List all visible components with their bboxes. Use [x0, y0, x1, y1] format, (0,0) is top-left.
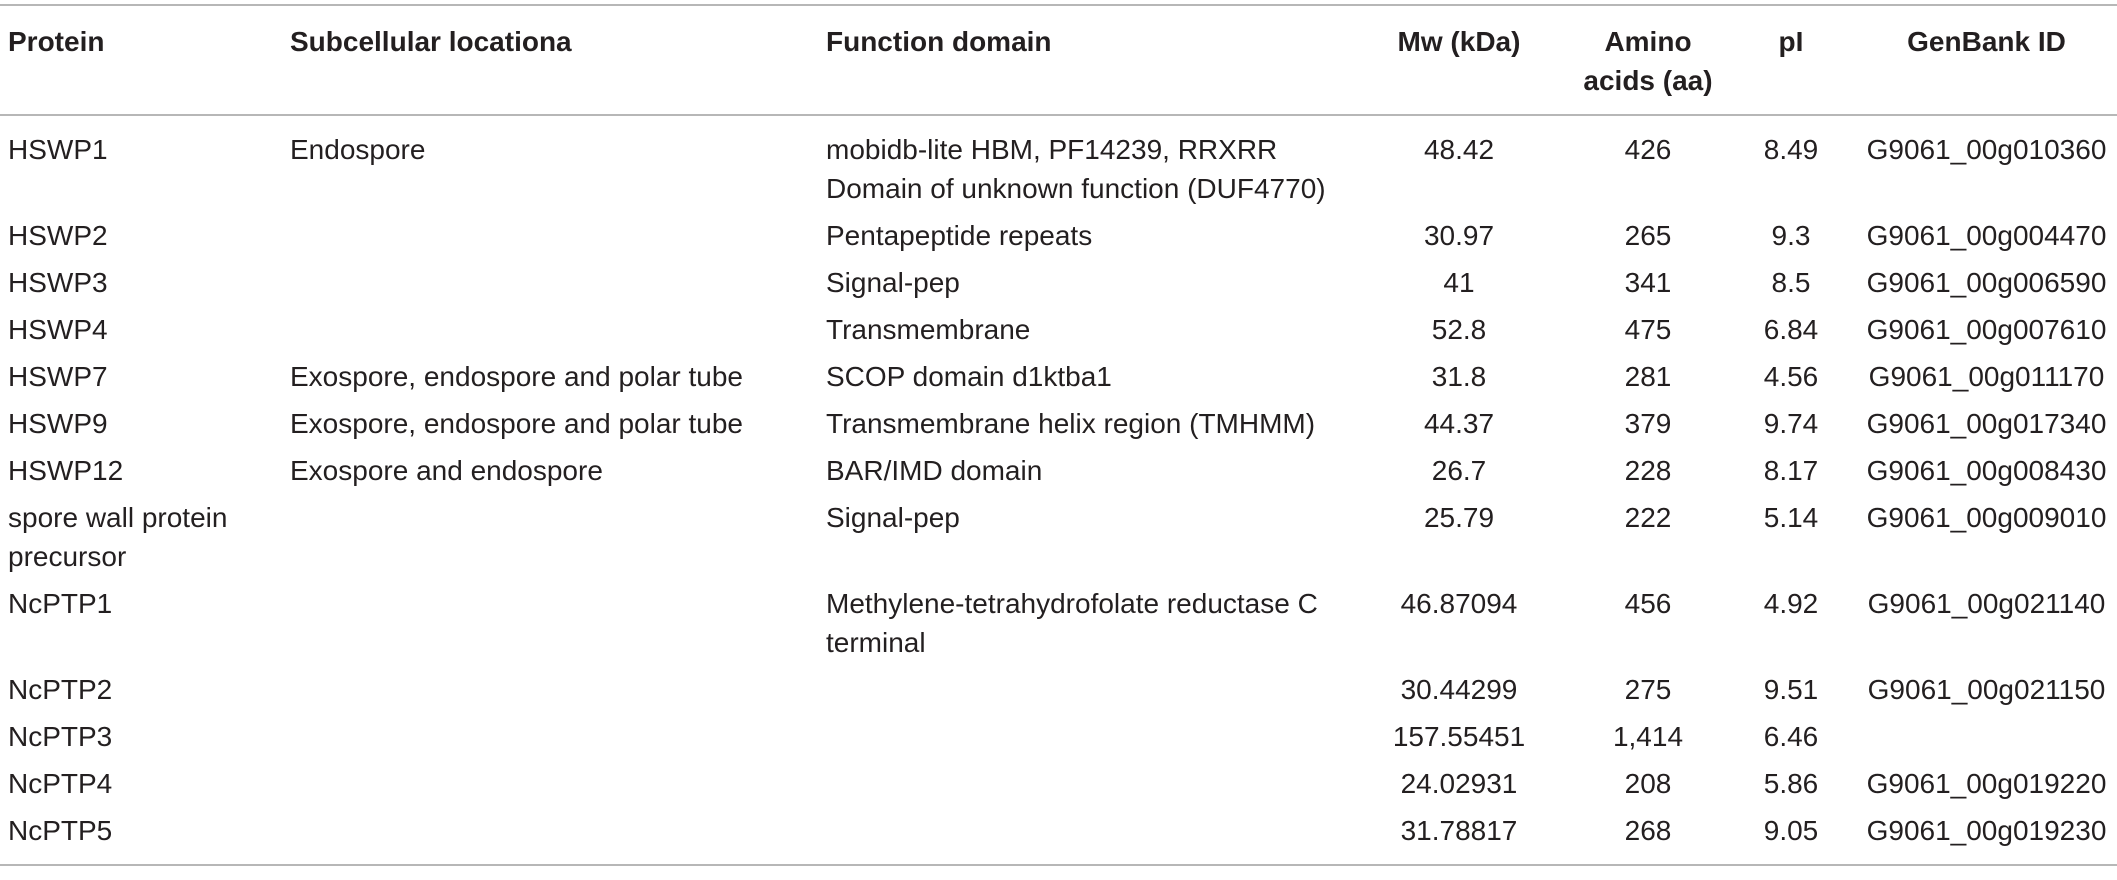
- cell-amino-acids: 275: [1624, 674, 1672, 705]
- cell-mw: 157.55451: [1392, 721, 1526, 752]
- cell-function-domain: [818, 760, 1352, 807]
- table-row: [0, 666, 2117, 713]
- table-row: [0, 212, 2117, 259]
- table-row: [0, 306, 2117, 353]
- cell-subcellular-location: Endospore: [290, 134, 426, 165]
- cell-pi: 8.17: [1763, 455, 1819, 486]
- cell-protein: NcPTP5: [8, 815, 113, 846]
- table-row: [0, 580, 2117, 666]
- table-row: [0, 494, 2117, 580]
- cell-function-domain: mobidb-lite HBM, PF14239, RRXRR Domain of unknown function (DUF4770): [826, 134, 1326, 204]
- cell-genbank-id: G9061_00g021140: [1867, 588, 2106, 619]
- cell-mw: 44.37: [1423, 408, 1495, 439]
- cell-protein: HSWP1: [8, 134, 108, 165]
- cell-genbank-id: G9061_00g006590: [1866, 267, 2107, 298]
- cell-function-domain: Signal-pep: [826, 502, 960, 533]
- cell-amino-acids: 426: [1624, 134, 1672, 165]
- header-genbank-id: GenBank ID: [1907, 26, 2066, 57]
- cell-subcellular-location: [282, 259, 818, 306]
- cell-subcellular-location: [282, 760, 818, 807]
- cell-mw: 48.42: [1423, 134, 1495, 165]
- cell-protein: NcPTP4: [8, 768, 113, 799]
- cell-genbank-id: G9061_00g009010: [1866, 502, 2107, 533]
- cell-amino-acids: 281: [1624, 361, 1672, 392]
- cell-genbank-id: G9061_00g021150: [1867, 674, 2106, 705]
- table-row: [0, 400, 2117, 447]
- cell-subcellular-location: [282, 306, 818, 353]
- cell-pi: 6.46: [1763, 721, 1819, 752]
- cell-pi: 9.51: [1763, 674, 1819, 705]
- cell-function-domain: BAR/IMD domain: [826, 455, 1043, 486]
- cell-pi: 8.5: [1771, 267, 1811, 298]
- cell-amino-acids: 1,414: [1612, 721, 1684, 752]
- cell-pi: 9.3: [1771, 220, 1811, 251]
- cell-mw: 26.7: [1431, 455, 1487, 486]
- header-amino-acids: Amino acids (aa): [1583, 26, 1713, 96]
- cell-subcellular-location: Exospore, endospore and polar tube: [290, 408, 743, 439]
- cell-genbank-id: G9061_00g019220: [1866, 768, 2107, 799]
- protein-table: [0, 4, 2117, 866]
- cell-function-domain: Signal-pep: [826, 267, 960, 298]
- cell-function-domain: SCOP domain d1ktba1: [826, 361, 1112, 392]
- header-function-domain: Function domain: [826, 26, 1052, 57]
- table-header: [0, 5, 2117, 115]
- cell-function-domain: Pentapeptide repeats: [826, 220, 1093, 251]
- cell-genbank-id: G9061_00g011170: [1868, 361, 2105, 392]
- cell-protein: NcPTP1: [8, 588, 113, 619]
- cell-mw: 41: [1443, 267, 1475, 298]
- table-row: [0, 353, 2117, 400]
- cell-function-domain: Methylene-tetrahydrofolate reductase C terminal: [826, 588, 1318, 658]
- cell-protein: NcPTP3: [8, 721, 113, 752]
- cell-genbank-id: G9061_00g019230: [1866, 815, 2107, 846]
- header-mw: Mw (kDa): [1397, 26, 1521, 57]
- cell-pi: 9.05: [1763, 815, 1819, 846]
- header-pi: pI: [1778, 26, 1804, 57]
- cell-subcellular-location: [282, 494, 818, 580]
- table-row: [0, 713, 2117, 760]
- cell-pi: 4.92: [1763, 588, 1819, 619]
- cell-subcellular-location: Exospore and endospore: [290, 455, 603, 486]
- cell-genbank-id: [1852, 713, 2117, 760]
- cell-protein: HSWP3: [8, 267, 108, 298]
- cell-subcellular-location: [282, 580, 818, 666]
- table-row: [0, 760, 2117, 807]
- cell-subcellular-location: [282, 807, 818, 865]
- cell-function-domain: [818, 807, 1352, 865]
- cell-subcellular-location: [282, 212, 818, 259]
- cell-pi: 5.14: [1763, 502, 1819, 533]
- cell-function-domain: [818, 666, 1352, 713]
- cell-protein: HSWP12: [8, 455, 124, 486]
- table-row: [0, 807, 2117, 865]
- cell-mw: 24.02931: [1400, 768, 1518, 799]
- cell-protein: HSWP9: [8, 408, 108, 439]
- cell-mw: 52.8: [1431, 314, 1487, 345]
- cell-amino-acids: 268: [1624, 815, 1672, 846]
- cell-protein: NcPTP2: [8, 674, 113, 705]
- cell-protein: spore wall protein precursor: [8, 502, 228, 572]
- table-body: [0, 115, 2117, 865]
- cell-protein: HSWP7: [8, 361, 108, 392]
- cell-protein: HSWP2: [8, 220, 108, 251]
- cell-mw: 31.78817: [1400, 815, 1518, 846]
- cell-function-domain: Transmembrane helix region (TMHMM): [826, 408, 1316, 439]
- header-protein: Protein: [8, 26, 105, 57]
- cell-subcellular-location: [282, 713, 818, 760]
- cell-mw: 25.79: [1423, 502, 1495, 533]
- cell-mw: 30.44299: [1400, 674, 1518, 705]
- header-subcellular-location: Subcellular locationa: [290, 26, 572, 57]
- cell-genbank-id: G9061_00g010360: [1866, 134, 2107, 165]
- cell-function-domain: Transmembrane: [826, 314, 1031, 345]
- cell-amino-acids: 379: [1624, 408, 1672, 439]
- cell-pi: 4.56: [1763, 361, 1819, 392]
- table-row: [0, 447, 2117, 494]
- cell-pi: 8.49: [1763, 134, 1819, 165]
- cell-genbank-id: G9061_00g007610: [1866, 314, 2107, 345]
- cell-mw: 31.8: [1431, 361, 1487, 392]
- cell-protein: HSWP4: [8, 314, 108, 345]
- cell-amino-acids: 222: [1624, 502, 1672, 533]
- cell-amino-acids: 341: [1624, 267, 1672, 298]
- cell-amino-acids: 228: [1624, 455, 1672, 486]
- cell-genbank-id: G9061_00g017340: [1866, 408, 2107, 439]
- cell-mw: 46.87094: [1400, 588, 1518, 619]
- cell-amino-acids: 456: [1624, 588, 1672, 619]
- table-row: [0, 115, 2117, 212]
- cell-genbank-id: G9061_00g008430: [1866, 455, 2107, 486]
- table-row: [0, 259, 2117, 306]
- cell-subcellular-location: Exospore, endospore and polar tube: [290, 361, 743, 392]
- cell-pi: 5.86: [1763, 768, 1819, 799]
- cell-genbank-id: G9061_00g004470: [1866, 220, 2107, 251]
- cell-amino-acids: 208: [1624, 768, 1672, 799]
- cell-subcellular-location: [282, 666, 818, 713]
- protein-table-container: [0, 4, 2117, 866]
- cell-pi: 9.74: [1763, 408, 1819, 439]
- cell-function-domain: [818, 713, 1352, 760]
- header-row: [0, 5, 2117, 115]
- cell-mw: 30.97: [1423, 220, 1495, 251]
- cell-amino-acids: 265: [1624, 220, 1672, 251]
- cell-amino-acids: 475: [1624, 314, 1672, 345]
- cell-pi: 6.84: [1763, 314, 1819, 345]
